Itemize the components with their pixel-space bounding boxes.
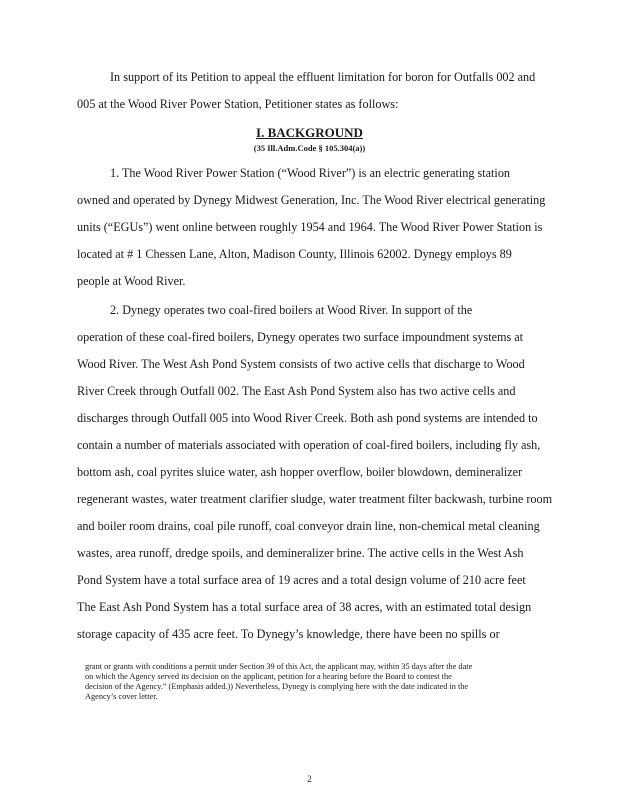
section-citation: (35 Ill.Adm.Code § 105.304(a))	[253, 143, 366, 153]
para2-line-8: regenerant wastes, water treatment clarifier sludge, water treatment filter backwash, turbine room	[77, 492, 553, 506]
para1-line-5: people at Wood River.	[77, 274, 186, 288]
para2-line-6: contain a number of materials associated with operation of coal-fired boilers, including fly ash,	[77, 438, 541, 452]
footnote-line-4: Agency’s cover letter.	[85, 692, 158, 701]
para2-line-13: storage capacity of 435 acre feet. To Dynegy’s knowledge, there have been no spills or	[77, 627, 500, 641]
para2-line-2: operation of these coal-fired boilers, Dynegy operates two surface impoundment systems at	[77, 330, 524, 344]
para2-line-11: Pond System have a total surface area of 19 acres and a total design volume of 210 acre feet	[77, 573, 526, 587]
para1-line-4: located at # 1 Chessen Lane, Alton, Madison County, Illinois 62002. Dynegy employs 89	[77, 247, 512, 261]
para2-line-4: River Creek through Outfall 002. The East Ash Pond System also has two active cells and	[77, 384, 516, 398]
intro-line-2: 005 at the Wood River Power Station, Petitioner states as follows:	[77, 97, 399, 111]
page-number: 2	[307, 774, 312, 784]
para2-line-10: wastes, area runoff, dredge spoils, and demineralizer brine. The active cells in the West Ash	[77, 546, 524, 560]
section-heading: I. BACKGROUND	[256, 125, 363, 140]
para2-line-3: Wood River. The West Ash Pond System consists of two active cells that discharge to Wood	[77, 357, 525, 371]
para2-line-5: discharges through Outfall 005 into Wood River Creek. Both ash pond systems are intended to	[77, 411, 538, 425]
footnote-line-1: grant or grants with conditions a permit under Section 39 of this Act, the applicant may, within 35 days after the date	[85, 662, 473, 671]
para1-line-3: units (“EGUs”) went online between roughly 1954 and 1964. The Wood River Power Station is	[77, 220, 543, 234]
intro-line-1: In support of its Petition to appeal the effluent limitation for boron for Outfalls 002 and	[110, 70, 536, 84]
para1-line-1: 1. The Wood River Power Station (“Wood River”) is an electric generating station	[110, 166, 511, 180]
para2-line-12: The East Ash Pond System has a total surface area of 38 acres, with an estimated total design	[77, 600, 532, 614]
para2-line-1: 2. Dynegy operates two coal-fired boilers at Wood River. In support of the	[110, 303, 473, 317]
para1-line-2: owned and operated by Dynegy Midwest Generation, Inc. The Wood River electrical generating	[77, 193, 546, 207]
para2-line-7: bottom ash, coal pyrites sluice water, ash hopper overflow, boiler blowdown, demineralizer	[77, 465, 523, 479]
para2-line-9: and boiler room drains, coal pile runoff, coal conveyor drain line, non-chemical metal cleaning	[77, 519, 540, 533]
footnote-line-3: decision of the Agency.” (Emphasis added.)) Nevertheless, Dynegy is complying here with the date indicated in the	[85, 682, 469, 691]
footnote-line-2: on which the Agency served its decision on the applicant, petition for a hearing before the Board to contest the	[85, 672, 452, 681]
